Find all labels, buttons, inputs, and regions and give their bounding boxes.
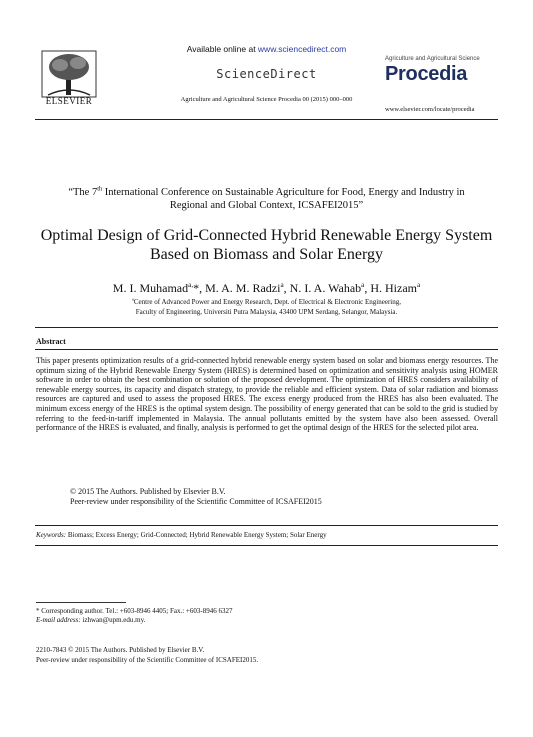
keywords-bottom-divider (35, 545, 498, 546)
copyright-line-2: Peer-review under responsibility of the Scientific Committee of ICSAFEI2015 (70, 497, 322, 506)
author-2-sup: a (280, 281, 284, 289)
affiliation (35, 297, 498, 317)
conference-sup: th (97, 185, 103, 193)
abstract-heading: Abstract (36, 337, 66, 346)
procedia-series-name: Agriculture and Agricultural Science (385, 56, 480, 62)
sciencedirect-link[interactable]: www.sciencedirect.com (257, 44, 347, 54)
email-label: E-mail address: (36, 616, 81, 624)
author-2: , M. A. M. Radzi (199, 281, 281, 295)
availability-prefix: Available online at (186, 44, 258, 54)
copyright-notice (70, 487, 322, 507)
abstract-body: This paper presents optimization results of a grid-connected hybrid renewable energy system based on solar and biomass energy resources. The optimum sizing of the Hybrid Renewable Energy System (HRES) is determined based on optimization and sensitivity analysis using HOMER software in order to obtain the best combination or solution of the proposed development. The optimization of HRES considers availability of renewable energy sources, its capacity and dispatch strategy, to provide the reliable and efficient system. Data of solar radiation and biomass resources are captured and used to assess the proposed HRES. The excess energy produced from the HRES has also been evaluated. The minimum excess energy of the HRES is the optimal system design. The possibility of energy generated that can be sold to the grid is studied by referring to the feed-in-tariff implemented in Malaysia. The annual pollutants emitted by the system have also been assessed. Overall performance of the HRES is evaluated, and finally, analysis is performed to get the optimal design of the HRES for the selected pilot area. (36, 356, 498, 433)
affiliation-line-1: Centre of Advanced Power and Energy Research, Dept. of Electrical & Electronic Engineering, (133, 298, 401, 306)
paper-title (35, 226, 498, 264)
keywords-text: Biomass; Excess Energy; Grid-Connected; Hybrid Renewable Energy System; Solar Energy (66, 531, 327, 539)
availability-line (150, 44, 383, 54)
sciencedirect-wordmark: ScienceDirect (216, 67, 317, 81)
corresponding-footnote (36, 607, 232, 625)
issn-block (36, 645, 258, 665)
procedia-logo: Procedia (385, 63, 468, 85)
procedia-url[interactable]: www.elsevier.com/locate/procedia (385, 106, 475, 113)
email-address[interactable]: izhwan@upm.edu.my. (80, 616, 146, 624)
author-3-sup: a (361, 281, 365, 289)
conference-text-c: Regional and Global Context, ICSAFEI2015” (169, 200, 364, 211)
keywords-top-divider (35, 525, 498, 526)
abstract-top-divider (35, 327, 498, 328)
corresponding-mark: * (193, 281, 200, 295)
peer-review-line: Peer-review under responsibility of the Scientific Committee of ICSAFEI2015. (36, 656, 259, 664)
header-divider (35, 119, 498, 120)
journal-reference: Agriculture and Agricultural Science Procedia 00 (2015) 000–000 (180, 96, 353, 103)
keywords (36, 531, 498, 539)
keywords-label: Keywords: (36, 531, 67, 539)
conference-name (35, 186, 498, 212)
title-line-1: Optimal Design of Grid-Connected Hybrid Renewable Energy System (40, 227, 493, 244)
author-list (35, 281, 498, 296)
footnote-rule (36, 602, 126, 603)
author-1: M. I. Muhamad (112, 281, 189, 295)
affiliation-sup: a (132, 296, 134, 302)
issn-line: 2210-7843 © 2015 The Authors. Published by Elsevier B.V. (36, 646, 205, 654)
author-4-sup: a (417, 281, 421, 289)
affiliation-line-2: Faculty of Engineering, Universiti Putra Malaysia, 43400 UPM Serdang, Selangor, Malaysia. (135, 308, 398, 316)
author-1-sup: a, (188, 281, 194, 289)
abstract-heading-divider (35, 349, 498, 350)
corresponding-author: * Corresponding author. Tel.: +603-8946 4405; Fax.: +603-8946 6327 (36, 607, 233, 615)
conference-text-a: “The 7 (68, 187, 98, 198)
conference-text-b: International Conference on Sustainable Agriculture for Food, Energy and Industry in (102, 187, 465, 198)
publisher-name: ELSEVIER (45, 96, 93, 106)
author-3: , N. I. A. Wahab (283, 281, 362, 295)
author-4: , H. Hizam (364, 281, 417, 295)
copyright-line-1: © 2015 The Authors. Published by Elsevier B.V. (70, 487, 226, 496)
title-line-2: Based on Biomass and Solar Energy (149, 246, 383, 263)
